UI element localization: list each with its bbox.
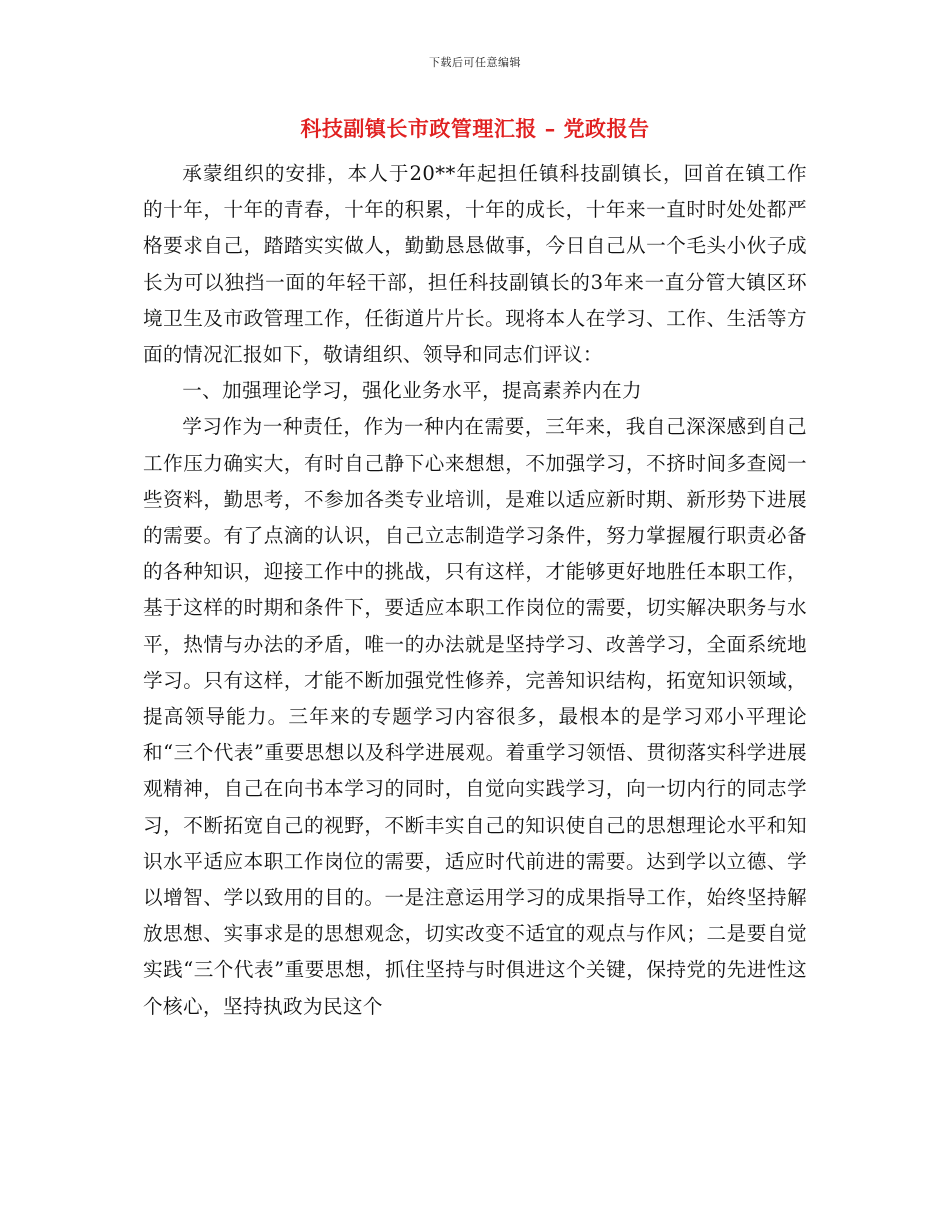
document-body bbox=[143, 156, 807, 1025]
paragraph-intro: 承蒙组织的安排，本人于20**年起担任镇科技副镇长，回首在镇工作的十年，十年的青春，十年的积累，十年的成长，十年来一直时时处处都严格要求自己，踏踏实实做人，勤勤恳恳做事，今日自己从一个毛头小伙子成长为可以独挡一面的年轻干部，担任科技副镇长的3年来一直分管大镇区环境卫生及市政管理工作，任街道片片长。现将本人在学习、工作、生活等方面的情况汇报如下，敬请组织、领导和同志们评议： bbox=[143, 162, 807, 367]
paragraph-study: 学习作为一种责任，作为一种内在需要，三年来，我自己深深感到自己工作压力确实大，有时自己静下心来想想，不加强学习，不挤时间多查阅一些资料，勤思考，不参加各类专业培训，是难以适应新时期、新形势下进展的需要。有了点滴的认识，自己立志制造学习条件，努力掌握履行职责必备的各种知识，迎接工作中的挑战，只有这样，才能够更好地胜任本职工作，基于这样的时期和条件下，要适应本职工作岗位的需要，切实解决职务与水平，热情与办法的矛盾，唯一的办法就是坚持学习、改善学习，全面系统地学习。只有这样，才能不断加强党性修养，完善知识结构，拓宽知识领域，提高领导能力。三年来的专题学习内容很多，最根本的是学习邓小平理论和“三个代表”重要思想以及科学进展观。着重学习领悟、贯彻落实科学进展观精神，自己在向书本学习的同时，自觉向实践学习，向一切内行的同志学习，不断拓宽自己的视野，不断丰实自己的知识使自己的思想理论水平和知识水平适应本职工作岗位的需要，适应时代前进的需要。达到学以立德、学以增智、学以致用的目的。一是注意运用学习的成果指导工作，始终坚持解放思想、实事求是的思想观念，切实改变不适宜的观点与作风；二是要自觉实践“三个代表”重要思想，抓住坚持与时俱进这个关键，保持党的先进性这个核心，坚持执政为民这个 bbox=[143, 415, 807, 1018]
header-note: 下载后可任意编辑 bbox=[429, 56, 521, 69]
section-heading-1: 一、加强理论学习，强化业务水平，提高素养内在力 bbox=[182, 379, 643, 403]
document-title: 科技副镇长市政管理汇报 – 党政报告 bbox=[300, 116, 650, 141]
